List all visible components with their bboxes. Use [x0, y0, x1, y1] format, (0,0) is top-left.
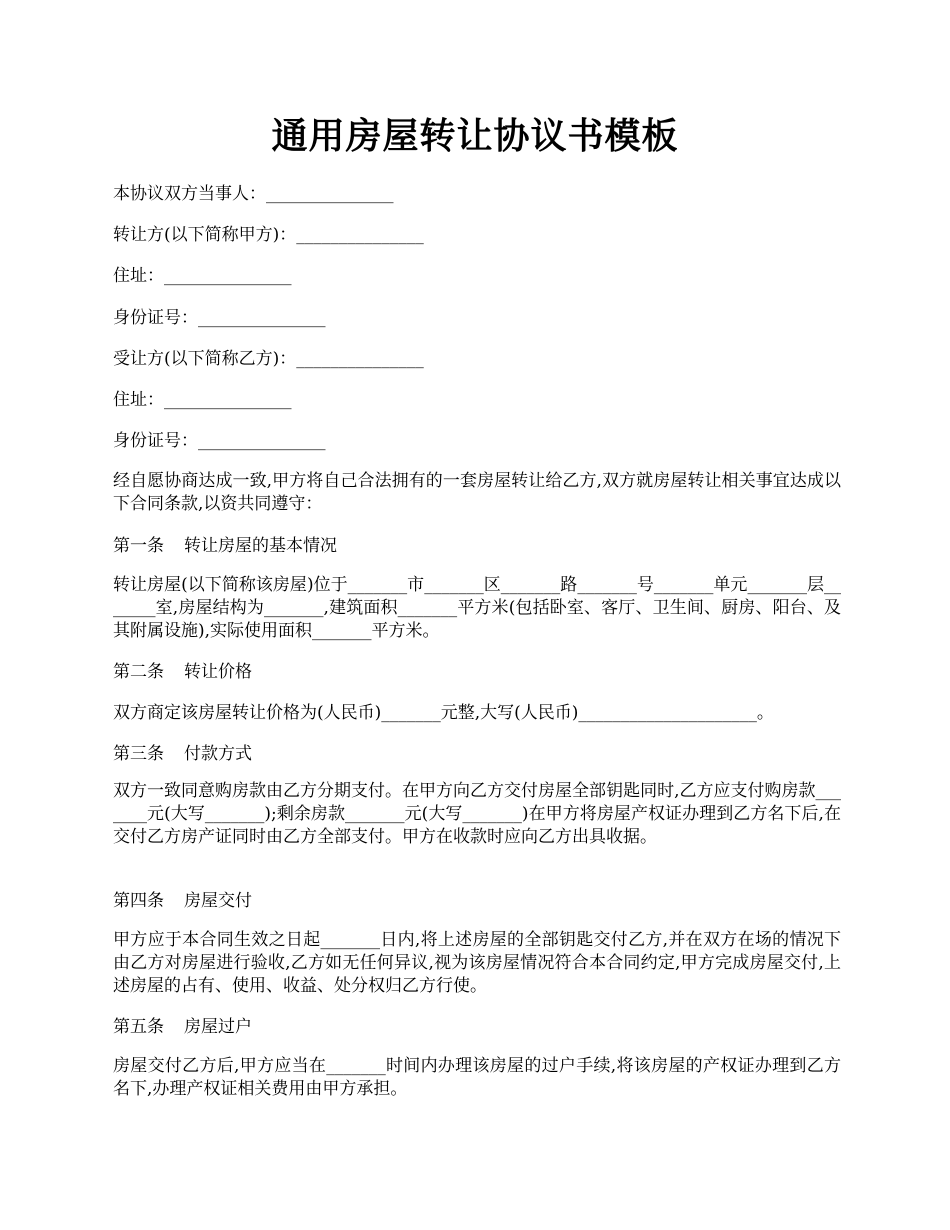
article-heading-text: 转让价格 — [184, 662, 252, 682]
transferor-line: 转让方(以下简称甲方)：_______________ — [113, 225, 424, 245]
article-5-heading — [113, 1016, 838, 1038]
article-heading-text: 付款方式 — [184, 744, 252, 764]
article-2-body: 双方商定该房屋转让价格为(人民币)_______元整,大写(人民币)_____________________。 — [113, 703, 774, 723]
transferee-id-line: 身份证号：_______________ — [113, 431, 326, 451]
parties-intro: 本协议双方当事人：_______________ — [113, 184, 394, 204]
article-number: 第二条 — [113, 662, 164, 682]
transferee-address-line: 住址：_______________ — [113, 390, 292, 410]
transferor-address-line: 住址：_______________ — [113, 266, 292, 286]
article-heading-text: 转让房屋的基本情况 — [184, 536, 337, 556]
article-4-body: 甲方应于本合同生效之日起_______日内,将上述房屋的全部钥匙交付乙方,并在双方在场的情况下由乙方对房屋进行验收,乙方如无任何异议,视为该房屋情况符合本合同约定,甲方完成房屋交付,上述房屋的占有、使用、收益、处分权归乙方行使。 — [113, 930, 841, 996]
article-heading-text: 房屋过户 — [184, 1017, 252, 1037]
article-number: 第三条 — [113, 744, 164, 764]
article-1-body: 转让房屋(以下简称该房屋)位于_______市_______区_______路_______号_______单元_______层_______室,房屋结构为_______,建筑面积_______平方米(包括卧室、客厅、卫生间、厨房、阳台、及其附属设施),实际使用面积_______平方米。 — [113, 575, 841, 641]
article-5-body: 房屋交付乙方后,甲方应当在_______时间内办理该房屋的过户手续,将该房屋的产权证办理到乙方名下,办理产权证相关费用由甲方承担。 — [113, 1056, 841, 1099]
article-4-heading — [113, 890, 838, 912]
article-heading-text: 房屋交付 — [184, 891, 252, 911]
article-number: 第四条 — [113, 891, 164, 911]
transferee-line: 受让方(以下简称乙方)：_______________ — [113, 349, 424, 369]
article-number: 第五条 — [113, 1017, 164, 1037]
document-title: 通用房屋转让协议书模板 — [271, 115, 679, 157]
article-1-heading — [113, 535, 838, 557]
article-3-heading — [113, 743, 838, 765]
transferor-id-line: 身份证号：_______________ — [113, 308, 326, 328]
article-2-heading — [113, 661, 838, 683]
preamble-paragraph: 经自愿协商达成一致,甲方将自己合法拥有的一套房屋转让给乙方,双方就房屋转让相关事宜达成以下合同条款,以资共同遵守： — [113, 471, 841, 514]
article-3-body: 双方一致同意购房款由乙方分期支付。在甲方向乙方交付房屋全部钥匙同时,乙方应支付购房款_______元(大写_______);剩余房款_______元(大写_______)在甲方将房屋产权证办理到乙方名下后,在交付乙方房产证同时由乙方全部支付。甲方在收款时应向乙方出具收据。 — [113, 781, 841, 847]
article-number: 第一条 — [113, 536, 164, 556]
